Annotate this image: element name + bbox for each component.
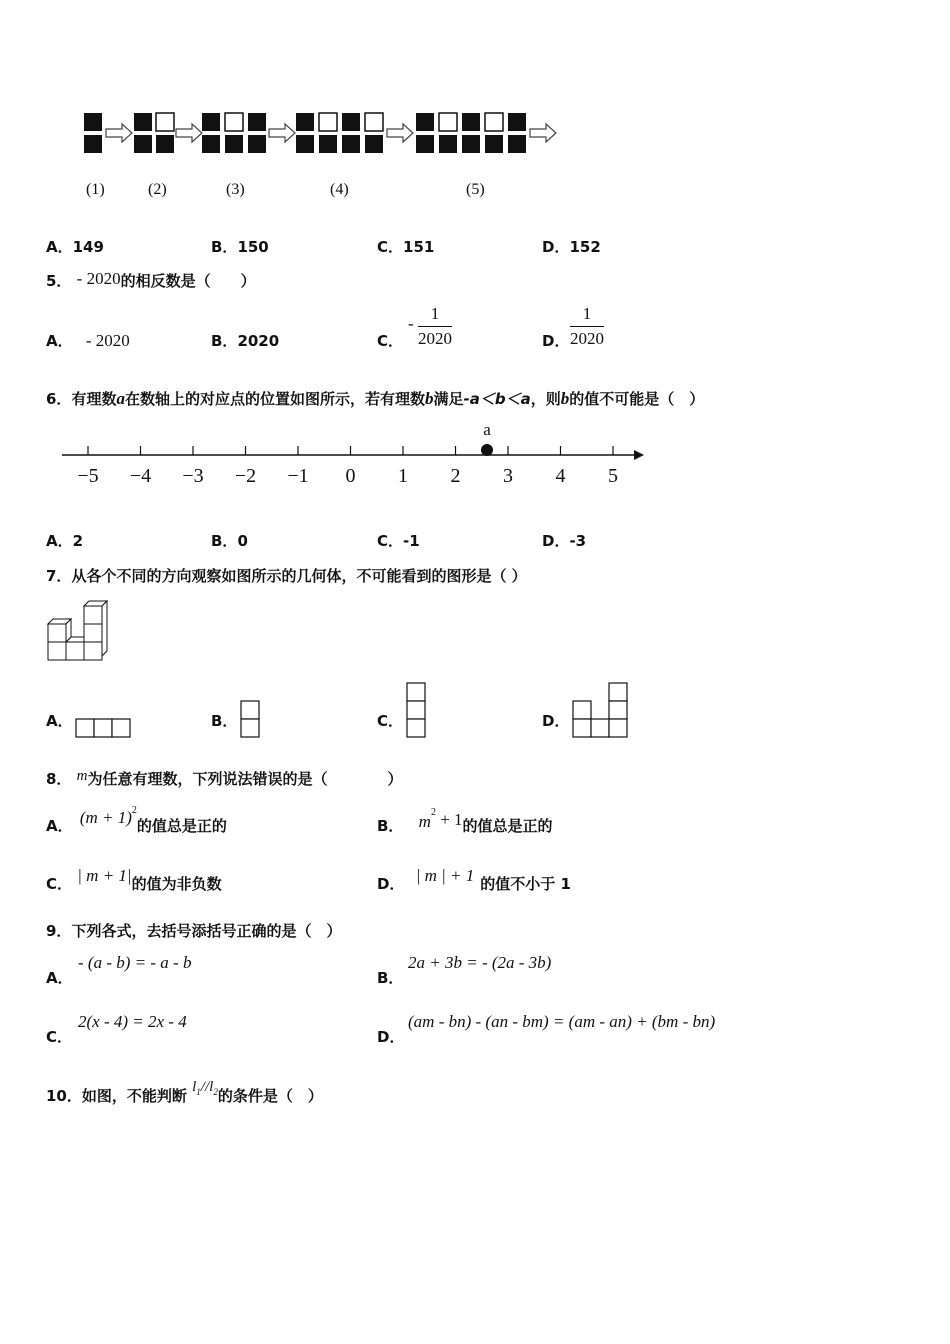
q7-d-shape	[571, 680, 631, 740]
q5-option-b[interactable]: B．2020	[211, 332, 280, 350]
number-line-tick-label: 0	[345, 465, 356, 487]
number-line-tick-label: −4	[129, 465, 152, 487]
number-line-point-a	[481, 444, 493, 456]
q7-option-c[interactable]: C．	[377, 712, 404, 730]
q8-option-c[interactable]: C． | m + 1|的值为非负数	[46, 866, 222, 893]
q6-option-c[interactable]: C．-1	[377, 532, 420, 550]
pattern-step-5	[416, 113, 526, 153]
q6-option-b[interactable]: B．0	[211, 532, 248, 550]
pattern-label-3: (3)	[226, 181, 245, 198]
number-line-tick-label: −3	[182, 465, 204, 487]
arrow-icon	[387, 124, 413, 142]
pattern-step-2	[134, 113, 174, 153]
q8-option-a[interactable]: A． $(m + 1)^2$的值总是正的	[46, 805, 227, 835]
q5-c-fraction: $\frac{1}{2020}$	[418, 304, 452, 348]
q4-option-b[interactable]: B．150	[211, 238, 269, 256]
q10-lines: $l_1//l_2$	[192, 1079, 218, 1097]
q7-option-a[interactable]: A．	[46, 712, 73, 730]
pattern-figure	[78, 108, 568, 168]
arrow-icon	[269, 124, 295, 142]
pattern-label-1: (1)	[86, 181, 105, 198]
pattern-label-5: (5)	[466, 181, 485, 198]
q7-option-d[interactable]: D．	[542, 712, 570, 730]
q9-a-expr: - (a - b) = - a - b	[78, 953, 192, 972]
number-line-tick-label: −2	[234, 465, 257, 487]
arrow-icon	[530, 124, 556, 142]
q5-expr: - 2020	[76, 269, 121, 288]
q9-d-expr: (am - bn) - (an - bm) = (am - an) + (bm - bn)	[408, 1012, 716, 1031]
number-line-tick-label: −1	[287, 465, 309, 487]
number-line-point-label: a	[483, 420, 491, 439]
q4-option-a[interactable]: A．149	[46, 238, 104, 256]
q9-stem: 9．下列各式，去括号添括号正确的是（ ）	[46, 922, 342, 940]
q9-b-expr: 2a + 3b = - (2a - 3b)	[408, 953, 552, 972]
number-line-tick-label: −5	[77, 465, 99, 487]
number-line	[56, 418, 656, 498]
pattern-step-4	[296, 113, 383, 153]
q9-c-expr: 2(x - 4) = 2x - 4	[78, 1012, 187, 1031]
number-line-arrow-icon	[634, 450, 644, 460]
q5-option-d[interactable]: D．	[542, 332, 570, 350]
q5-stem: 5． - 2020的相反数是（ ）	[46, 269, 256, 290]
pattern-step-1	[84, 113, 102, 153]
q7-solid-figure	[44, 596, 114, 662]
q7-option-b[interactable]: B．	[211, 712, 238, 730]
number-line-tick-label: 1	[398, 465, 408, 487]
q5-c-sign: -	[408, 314, 414, 333]
q6-option-a[interactable]: A．2	[46, 532, 84, 550]
q9-option-d[interactable]: D．	[377, 1028, 405, 1046]
number-line-tick-label: 4	[555, 465, 566, 487]
pattern-step-3	[202, 113, 266, 153]
q9-option-c[interactable]: C．	[46, 1028, 73, 1046]
q7-b-shape	[239, 698, 263, 740]
q10-stem: 10．如图，不能判断 $l_1//l_2$的条件是（ ）	[46, 1079, 323, 1105]
q6-stem: 6．有理数a在数轴上的对应点的位置如图所示，若有理数b满足-a＜b＜a，则b的值不可能是（ ）	[46, 389, 705, 408]
q4-option-d[interactable]: D．152	[542, 238, 601, 256]
q9-option-b[interactable]: B．	[377, 969, 404, 987]
q8-option-d[interactable]: D． | m | + 1 的值不小于 1	[377, 866, 571, 893]
arrow-icon	[176, 124, 202, 142]
q5-option-c[interactable]: C．	[377, 332, 404, 350]
q7-c-shape	[405, 680, 429, 740]
q4-option-c[interactable]: C．151	[377, 238, 435, 256]
q8-option-b[interactable]: B． $m^2 + 1$的值总是正的	[377, 807, 553, 835]
number-line-tick-label: 3	[503, 465, 513, 487]
q7-stem: 7．从各个不同的方向观察如图所示的几何体，不可能看到的图形是（ ）	[46, 567, 527, 585]
pattern-label-2: (2)	[148, 181, 167, 198]
q7-a-shape	[74, 716, 134, 740]
q6-option-d[interactable]: D．-3	[542, 532, 587, 550]
number-line-tick-label: 5	[608, 465, 618, 487]
q8-stem: 8． m为任意有理数，下列说法错误的是（ ）	[46, 768, 403, 788]
q5-option-a[interactable]: A． - 2020	[46, 331, 130, 350]
q9-option-a[interactable]: A．	[46, 969, 73, 987]
arrow-icon	[106, 124, 132, 142]
number-line-tick-label: 2	[450, 465, 461, 487]
pattern-label-4: (4)	[330, 181, 349, 198]
q5-d-fraction: $\frac{1}{2020}$	[570, 304, 604, 348]
